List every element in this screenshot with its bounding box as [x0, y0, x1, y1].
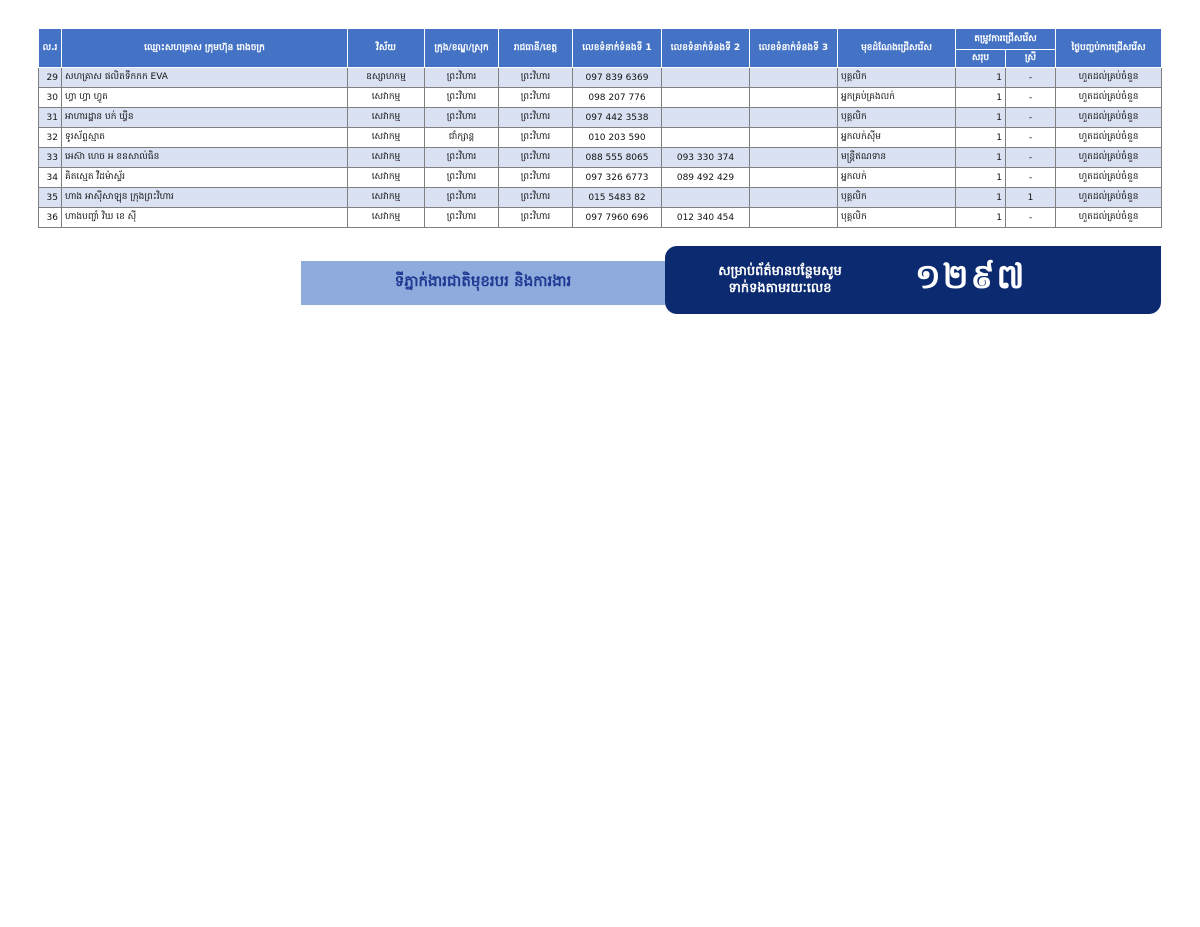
- job-listing-table: [38, 28, 1162, 228]
- cell-phone1: 097 442 3538: [573, 108, 662, 128]
- hotline-number[interactable]: ១២៩៧: [915, 257, 1027, 297]
- cell-no: 36: [39, 208, 62, 228]
- cell-sector: សេវាកម្ម: [348, 148, 425, 168]
- cell-total: 1: [956, 208, 1006, 228]
- cell-phone3: [750, 68, 838, 88]
- header-phone-2: លេខទំនាក់ទំនងទី 2: [662, 29, 750, 68]
- table-row: [39, 108, 1162, 128]
- cell-female: -: [1006, 88, 1056, 108]
- cell-province: ព្រះវិហារ: [499, 168, 573, 188]
- cell-deadline: ហួតដល់គ្រប់ចំនួន: [1056, 88, 1162, 108]
- table-row: [39, 168, 1162, 188]
- cell-deadline: ហួតដល់គ្រប់ចំនួន: [1056, 148, 1162, 168]
- cell-sector: សេវាកម្ម: [348, 208, 425, 228]
- cell-female: -: [1006, 68, 1056, 88]
- table-body: [39, 68, 1162, 228]
- hotline-info: [665, 263, 895, 297]
- cell-province: ព្រះវិហារ: [499, 208, 573, 228]
- cell-no: 34: [39, 168, 62, 188]
- cell-district: ព្រះវិហារ: [425, 68, 499, 88]
- agency-name: ទីភ្នាក់ងារជាតិមុខរបរ និងការងារ: [394, 272, 572, 290]
- cell-no: 30: [39, 88, 62, 108]
- header-female: ស្រី: [1006, 50, 1056, 68]
- header-total: សរុប: [956, 50, 1006, 68]
- cell-phone3: [750, 128, 838, 148]
- cell-position: បុគ្គលិក: [838, 208, 956, 228]
- cell-deadline: ហួតដល់គ្រប់ចំនួន: [1056, 168, 1162, 188]
- cell-district: ព្រះវិហារ: [425, 188, 499, 208]
- cell-female: -: [1006, 108, 1056, 128]
- cell-phone2: [662, 68, 750, 88]
- cell-no: 31: [39, 108, 62, 128]
- cell-position: បុគ្គលិក: [838, 108, 956, 128]
- cell-female: -: [1006, 128, 1056, 148]
- cell-district: ព្រះវិហារ: [425, 208, 499, 228]
- cell-company: ហ្វា ហ្វា ហ្វូត: [62, 88, 348, 108]
- hotline-info-line-1: សម្រាប់ព័ត៌មានបន្ថែមសូម: [718, 264, 842, 279]
- cell-phone3: [750, 88, 838, 108]
- cell-phone1: 010 203 590: [573, 128, 662, 148]
- cell-company: អាហារដ្ឋាន បក់ ឃ្វីន: [62, 108, 348, 128]
- header-company: ឈ្មោះសហគ្រាស ក្រុមហ៊ុន រោងចក្រ: [62, 29, 348, 68]
- header-district: ក្រុង/ខណ្ឌ/ស្រុក: [425, 29, 499, 68]
- cell-total: 1: [956, 128, 1006, 148]
- header-province: រាជធានី/ខេត្ត: [499, 29, 573, 68]
- cell-phone1: 088 555 8065: [573, 148, 662, 168]
- cell-phone3: [750, 188, 838, 208]
- cell-total: 1: [956, 88, 1006, 108]
- table-row: [39, 188, 1162, 208]
- cell-company: ហាង អាស៊ីសាឡុន ក្រុងព្រះវិហារ: [62, 188, 348, 208]
- cell-position: អ្នកគ្រប់គ្រងលក់: [838, 88, 956, 108]
- header-position: មុខដំណែងជ្រើសរើស: [838, 29, 956, 68]
- table-row: [39, 68, 1162, 88]
- cell-phone3: [750, 168, 838, 188]
- cell-phone1: 097 839 6369: [573, 68, 662, 88]
- cell-deadline: ហួតដល់គ្រប់ចំនួន: [1056, 68, 1162, 88]
- cell-position: អ្នកលក់: [838, 168, 956, 188]
- cell-province: ព្រះវិហារ: [499, 148, 573, 168]
- cell-phone2: 093 330 374: [662, 148, 750, 168]
- cell-no: 32: [39, 128, 62, 148]
- cell-province: ព្រះវិហារ: [499, 88, 573, 108]
- table-row: [39, 128, 1162, 148]
- cell-sector: សេវាកម្ម: [348, 168, 425, 188]
- cell-phone1: 097 7960 696: [573, 208, 662, 228]
- header-phone-3: លេខទំនាក់ទំនងទី 3: [750, 29, 838, 68]
- cell-province: ព្រះវិហារ: [499, 128, 573, 148]
- cell-position: បុគ្គលិក: [838, 68, 956, 88]
- cell-phone1: 097 326 6773: [573, 168, 662, 188]
- cell-phone2: [662, 108, 750, 128]
- cell-female: -: [1006, 168, 1056, 188]
- cell-position: អ្នកលក់ស៊ីម: [838, 128, 956, 148]
- cell-phone2: 012 340 454: [662, 208, 750, 228]
- cell-company: អេស៊ា ហេច អ ខនសាល់ធិន: [62, 148, 348, 168]
- cell-province: ព្រះវិហារ: [499, 68, 573, 88]
- header-deadline: ថ្ងៃបញ្ចប់ការជ្រើសរើស: [1056, 29, 1162, 68]
- cell-deadline: ហួតដល់គ្រប់ចំនួន: [1056, 208, 1162, 228]
- cell-sector: សេវាកម្ម: [348, 128, 425, 148]
- cell-company: ទូរស័ព្ទស្មាត: [62, 128, 348, 148]
- cell-deadline: ហួតដល់គ្រប់ចំនួន: [1056, 128, 1162, 148]
- cell-sector: សេវាកម្ម: [348, 108, 425, 128]
- table-row: [39, 88, 1162, 108]
- cell-phone3: [750, 208, 838, 228]
- cell-district: ព្រះវិហារ: [425, 148, 499, 168]
- cell-phone2: [662, 188, 750, 208]
- cell-deadline: ហួតដល់គ្រប់ចំនួន: [1056, 188, 1162, 208]
- cell-total: 1: [956, 68, 1006, 88]
- cell-company: សហគ្រាស ផលិតទឹកកក EVA: [62, 68, 348, 88]
- job-listing-sheet: [38, 28, 1161, 228]
- cell-phone3: [750, 148, 838, 168]
- cell-deadline: ហួតដល់គ្រប់ចំនួន: [1056, 108, 1162, 128]
- hotline-banner: [665, 246, 1161, 314]
- cell-phone2: [662, 88, 750, 108]
- cell-district: ព្រះវិហារ: [425, 168, 499, 188]
- hotline-info-line-2: ទាក់ទងតាមរយៈលេខ: [728, 281, 832, 296]
- cell-phone1: 098 207 776: [573, 88, 662, 108]
- cell-total: 1: [956, 148, 1006, 168]
- cell-province: ព្រះវិហារ: [499, 108, 573, 128]
- cell-district: ព្រះវិហារ: [425, 88, 499, 108]
- header-phone-1: លេខទំនាក់ទំនងទី 1: [573, 29, 662, 68]
- cell-position: បុគ្គលិក: [838, 188, 956, 208]
- cell-district: ជាំក្សាន្ត: [425, 128, 499, 148]
- cell-district: ព្រះវិហារ: [425, 108, 499, 128]
- cell-no: 33: [39, 148, 62, 168]
- cell-position: មន្ត្រីឥណទាន: [838, 148, 956, 168]
- cell-sector: សេវាកម្ម: [348, 188, 425, 208]
- cell-phone2: 089 492 429: [662, 168, 750, 188]
- cell-sector: ឧស្សាហកម្ម: [348, 68, 425, 88]
- cell-female: -: [1006, 148, 1056, 168]
- header-sector: វិស័យ: [348, 29, 425, 68]
- cell-sector: សេវាកម្ម: [348, 88, 425, 108]
- cell-phone2: [662, 128, 750, 148]
- cell-phone1: 015 5483 82: [573, 188, 662, 208]
- cell-total: 1: [956, 108, 1006, 128]
- cell-total: 1: [956, 188, 1006, 208]
- cell-company: ហាងបញ្ចាំ វិឃ ខេ ស៊ី: [62, 208, 348, 228]
- cell-female: 1: [1006, 188, 1056, 208]
- header-need-group: តម្រូវការជ្រើសរើស: [956, 29, 1056, 50]
- table-row: [39, 208, 1162, 228]
- agency-banner: [301, 261, 665, 305]
- cell-no: 35: [39, 188, 62, 208]
- cell-female: -: [1006, 208, 1056, 228]
- cell-total: 1: [956, 168, 1006, 188]
- cell-phone3: [750, 108, 838, 128]
- header-no: ល.រ: [39, 29, 62, 68]
- cell-no: 29: [39, 68, 62, 88]
- cell-company: គិតស្មេត វឺដម៉ាស្ទ័រ: [62, 168, 348, 188]
- table-row: [39, 148, 1162, 168]
- cell-province: ព្រះវិហារ: [499, 188, 573, 208]
